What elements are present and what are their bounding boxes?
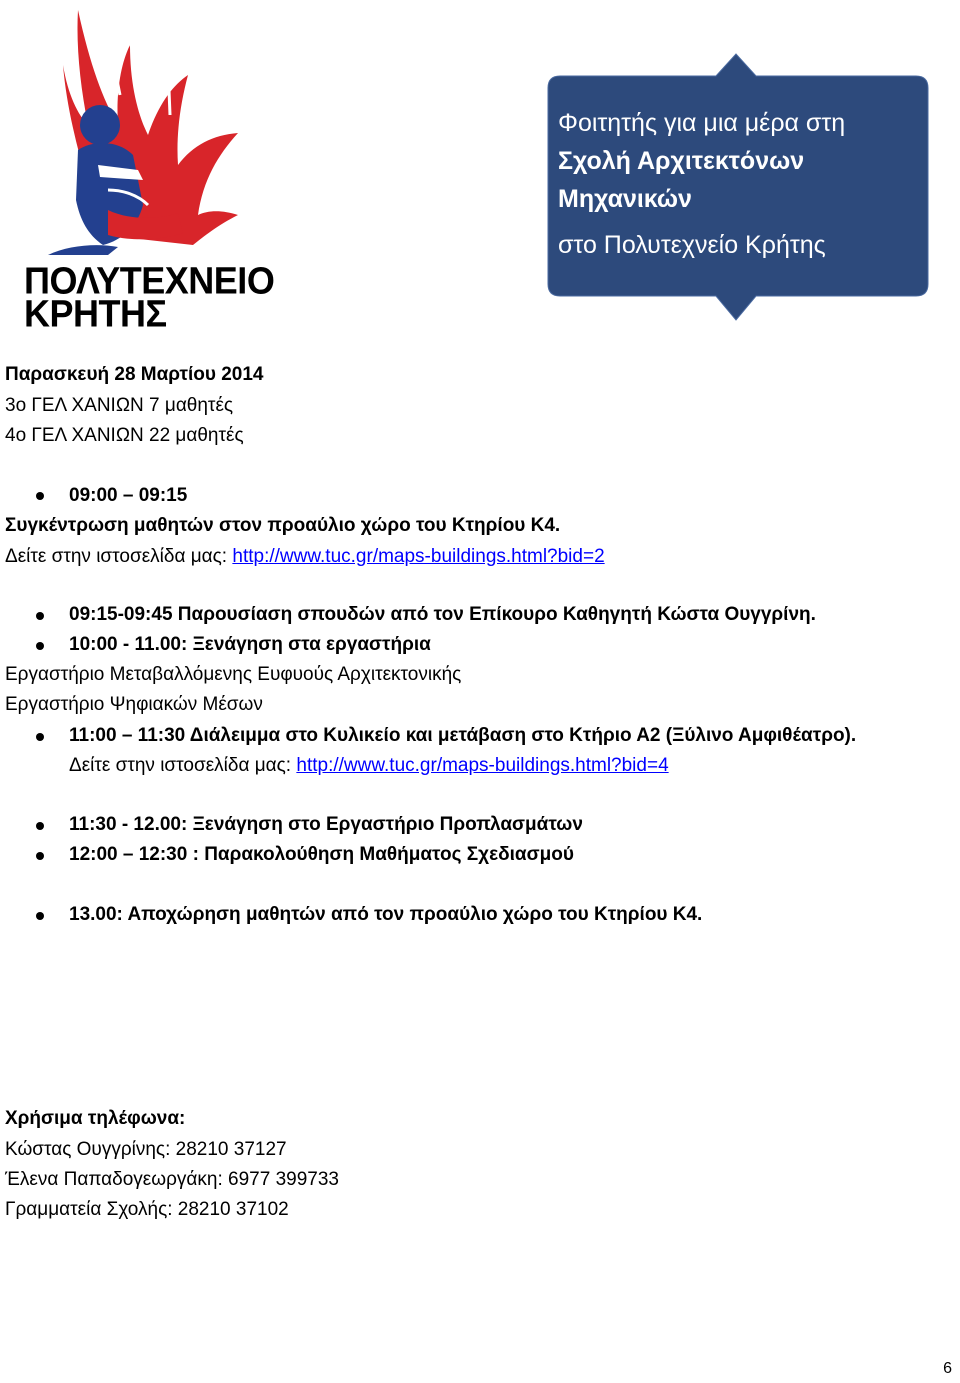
bullet-icon bbox=[36, 822, 44, 830]
phone-line-1: Κώστας Ουγγρίνης: 28210 37127 bbox=[5, 1139, 287, 1160]
bullet-icon bbox=[36, 852, 44, 860]
bullet-icon bbox=[36, 612, 44, 620]
lab-line-1: Εργαστήριο Μεταβαλλόμενης Ευφυούς Αρχιτεκτονικής bbox=[5, 664, 462, 685]
maps-link-bid4[interactable]: http://www.tuc.gr/maps-buildings.html?bid=4 bbox=[296, 755, 669, 776]
phone-line-2: Έλενα Παπαδογεωργάκη: 6977 399733 bbox=[5, 1169, 339, 1190]
schedule-item-1-desc: Συγκέντρωση μαθητών στον προαύλιο χώρο του Κτηρίου Κ4. bbox=[5, 515, 561, 536]
schedule-item-1-time: 09:00 – 09:15 bbox=[69, 485, 188, 506]
lab-line-2: Εργαστήριο Ψηφιακών Μέσων bbox=[5, 694, 263, 715]
website-prefix: Δείτε στην ιστοσελίδα μας: bbox=[69, 755, 297, 776]
callout-line1: Φοιτητής για μια μέρα στη bbox=[558, 109, 846, 137]
schedule-item-5: 11:30 - 12.00: Ξενάγηση στο Εργαστήριο Προπλασμάτων bbox=[69, 814, 583, 835]
callout-text bbox=[558, 104, 918, 264]
schedule-item-4: 11:00 – 11:30 Διάλειμμα στο Κυλικείο και μετάβαση στο Κτήριο Α2 (Ξύλινο Αμφιθέατρο). bbox=[69, 725, 857, 746]
callout-line4: στο Πολυτεχνείο Κρήτης bbox=[558, 231, 826, 259]
bullet-icon bbox=[36, 492, 44, 500]
university-logo bbox=[8, 5, 275, 335]
schedule-item-6: 12:00 – 12:30 : Παρακολούθηση Μαθήματος Σχεδιασμού bbox=[69, 844, 574, 865]
event-date: Παρασκευή 28 Μαρτίου 2014 bbox=[5, 364, 264, 385]
school-line-2: 4ο ΓΕΛ ΧΑΝΙΩΝ 22 μαθητές bbox=[5, 425, 244, 446]
schedule-item-7: 13.00: Αποχώρηση μαθητών από τον προαύλιο χώρο του Κτηρίου Κ4. bbox=[69, 904, 703, 925]
callout-line3: Μηχανικών bbox=[558, 185, 692, 213]
website-prefix: Δείτε στην ιστοσελίδα μας: bbox=[5, 546, 233, 567]
bullet-icon bbox=[36, 642, 44, 650]
phones-title: Χρήσιμα τηλέφωνα: bbox=[5, 1108, 186, 1129]
schedule-item-3: 10:00 - 11.00: Ξενάγηση στα εργαστήρια bbox=[69, 634, 431, 655]
schedule-item-1-website bbox=[5, 546, 605, 568]
callout-line2: Σχολή Αρχιτεκτόνων bbox=[558, 147, 805, 175]
sphinx-emblem-icon bbox=[8, 5, 270, 265]
logo-text-line2: ΚΡΗΤΗΣ bbox=[24, 291, 167, 335]
page-number: 6 bbox=[943, 1360, 952, 1377]
maps-link-bid2[interactable]: http://www.tuc.gr/maps-buildings.html?bid=2 bbox=[232, 546, 605, 567]
bullet-icon bbox=[36, 733, 44, 741]
schedule-item-4-website bbox=[69, 755, 669, 777]
title-callout bbox=[546, 52, 930, 322]
schedule-item-2: 09:15-09:45 Παρουσίαση σπουδών από τον Επίκουρο Καθηγητή Κώστα Ουγγρίνη. bbox=[69, 604, 816, 625]
phone-line-3: Γραμματεία Σχολής: 28210 37102 bbox=[5, 1199, 289, 1220]
bullet-icon bbox=[36, 912, 44, 920]
logo-text-line1: ΠΟΛΥΤΕΧΝΕΙΟ bbox=[24, 258, 275, 302]
school-line-1: 3ο ΓΕΛ ΧΑΝΙΩΝ 7 μαθητές bbox=[5, 395, 234, 416]
